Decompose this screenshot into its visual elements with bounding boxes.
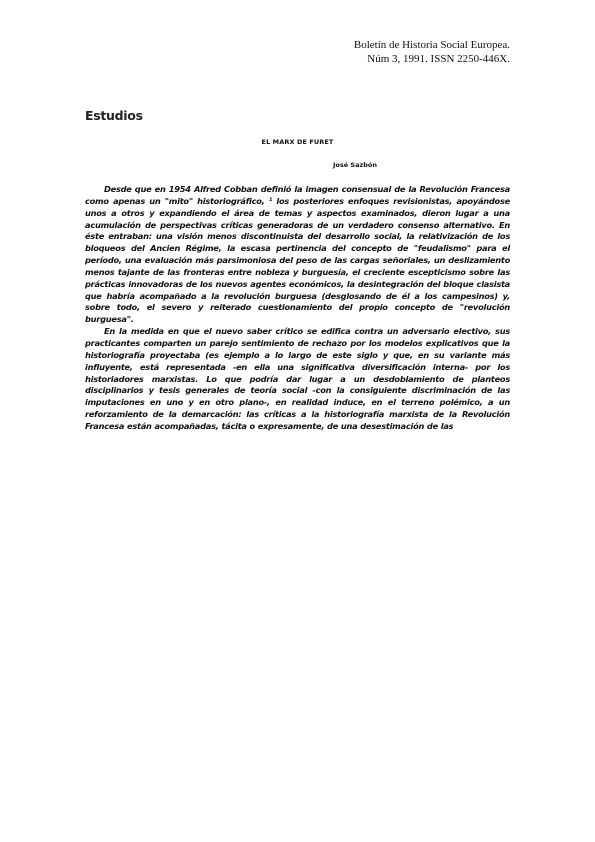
section-heading: Estudios <box>85 108 143 123</box>
body-paragraph: Desde que en 1954 Alfred Cobban definió la imagen consensual de la Revolución Francesa como apenas un "mito" historiográfico, ¹ los posteriores enfoques revisionistas, apoyándose unos a otros y expandiendo el área de temas y aspectos examinados, dieron lugar a una acumulación de perspectivas críticas generadoras de un verdadero consenso alternativo. En éste entraban: una visión menos discontinuista del desarrollo social, la relativización de los bloqueos del Ancien Régime, la escasa pertinencia del concepto de "feudalismo" para el período, una evaluación más parsimoniosa del peso de las cargas señoriales, un deslizamiento menos tajante de las fronteras entre nobleza y burguesía, el creciente escepticismo sobre las prácticas innovadoras de los nuevos agentes económicos, la desintegración del bloque clasista que habría acompañado a la revolución burguesa (desglosando de él a los campesinos) y, sobre todo, el severo y reiterado cuestionamiento del propio concepto de "revolución burguesa". <box>85 184 510 325</box>
body-paragraph: En la medida en que el nuevo saber crítico se edifica contra un adversario electivo, sus practicantes comparten un parejo sentimiento de rechazo por los modelos explicativos que la historiografía proyectaba (es ejemplo a lo largo de este siglo y que, en su variante más influyente, está representada -en ella una significativa diversificación interna- por los historiadores marxistas. Lo que podría dar lugar a un desdoblamiento de planteos disciplinarios y tesis generales de teoría social -con la consiguiente discriminación de las imputaciones en uno y en otro plano-, en realidad induce, en el terreno polémico, a un reforzamiento de la demarcación: las críticas a la historiografía marxista de la Revolución Francesa están acompañadas, tácita o expresamente, de una desestimación de las <box>85 326 510 431</box>
journal-name: Boletín de Historia Social Europea. <box>353 39 510 51</box>
journal-issue: Núm 3, 1991. ISSN 2250-446X. <box>367 53 510 65</box>
article-author: José Sazbón <box>333 161 378 169</box>
article-body <box>85 184 510 433</box>
article-title: EL MARX DE FURET <box>261 138 334 146</box>
journal-header <box>354 38 510 66</box>
